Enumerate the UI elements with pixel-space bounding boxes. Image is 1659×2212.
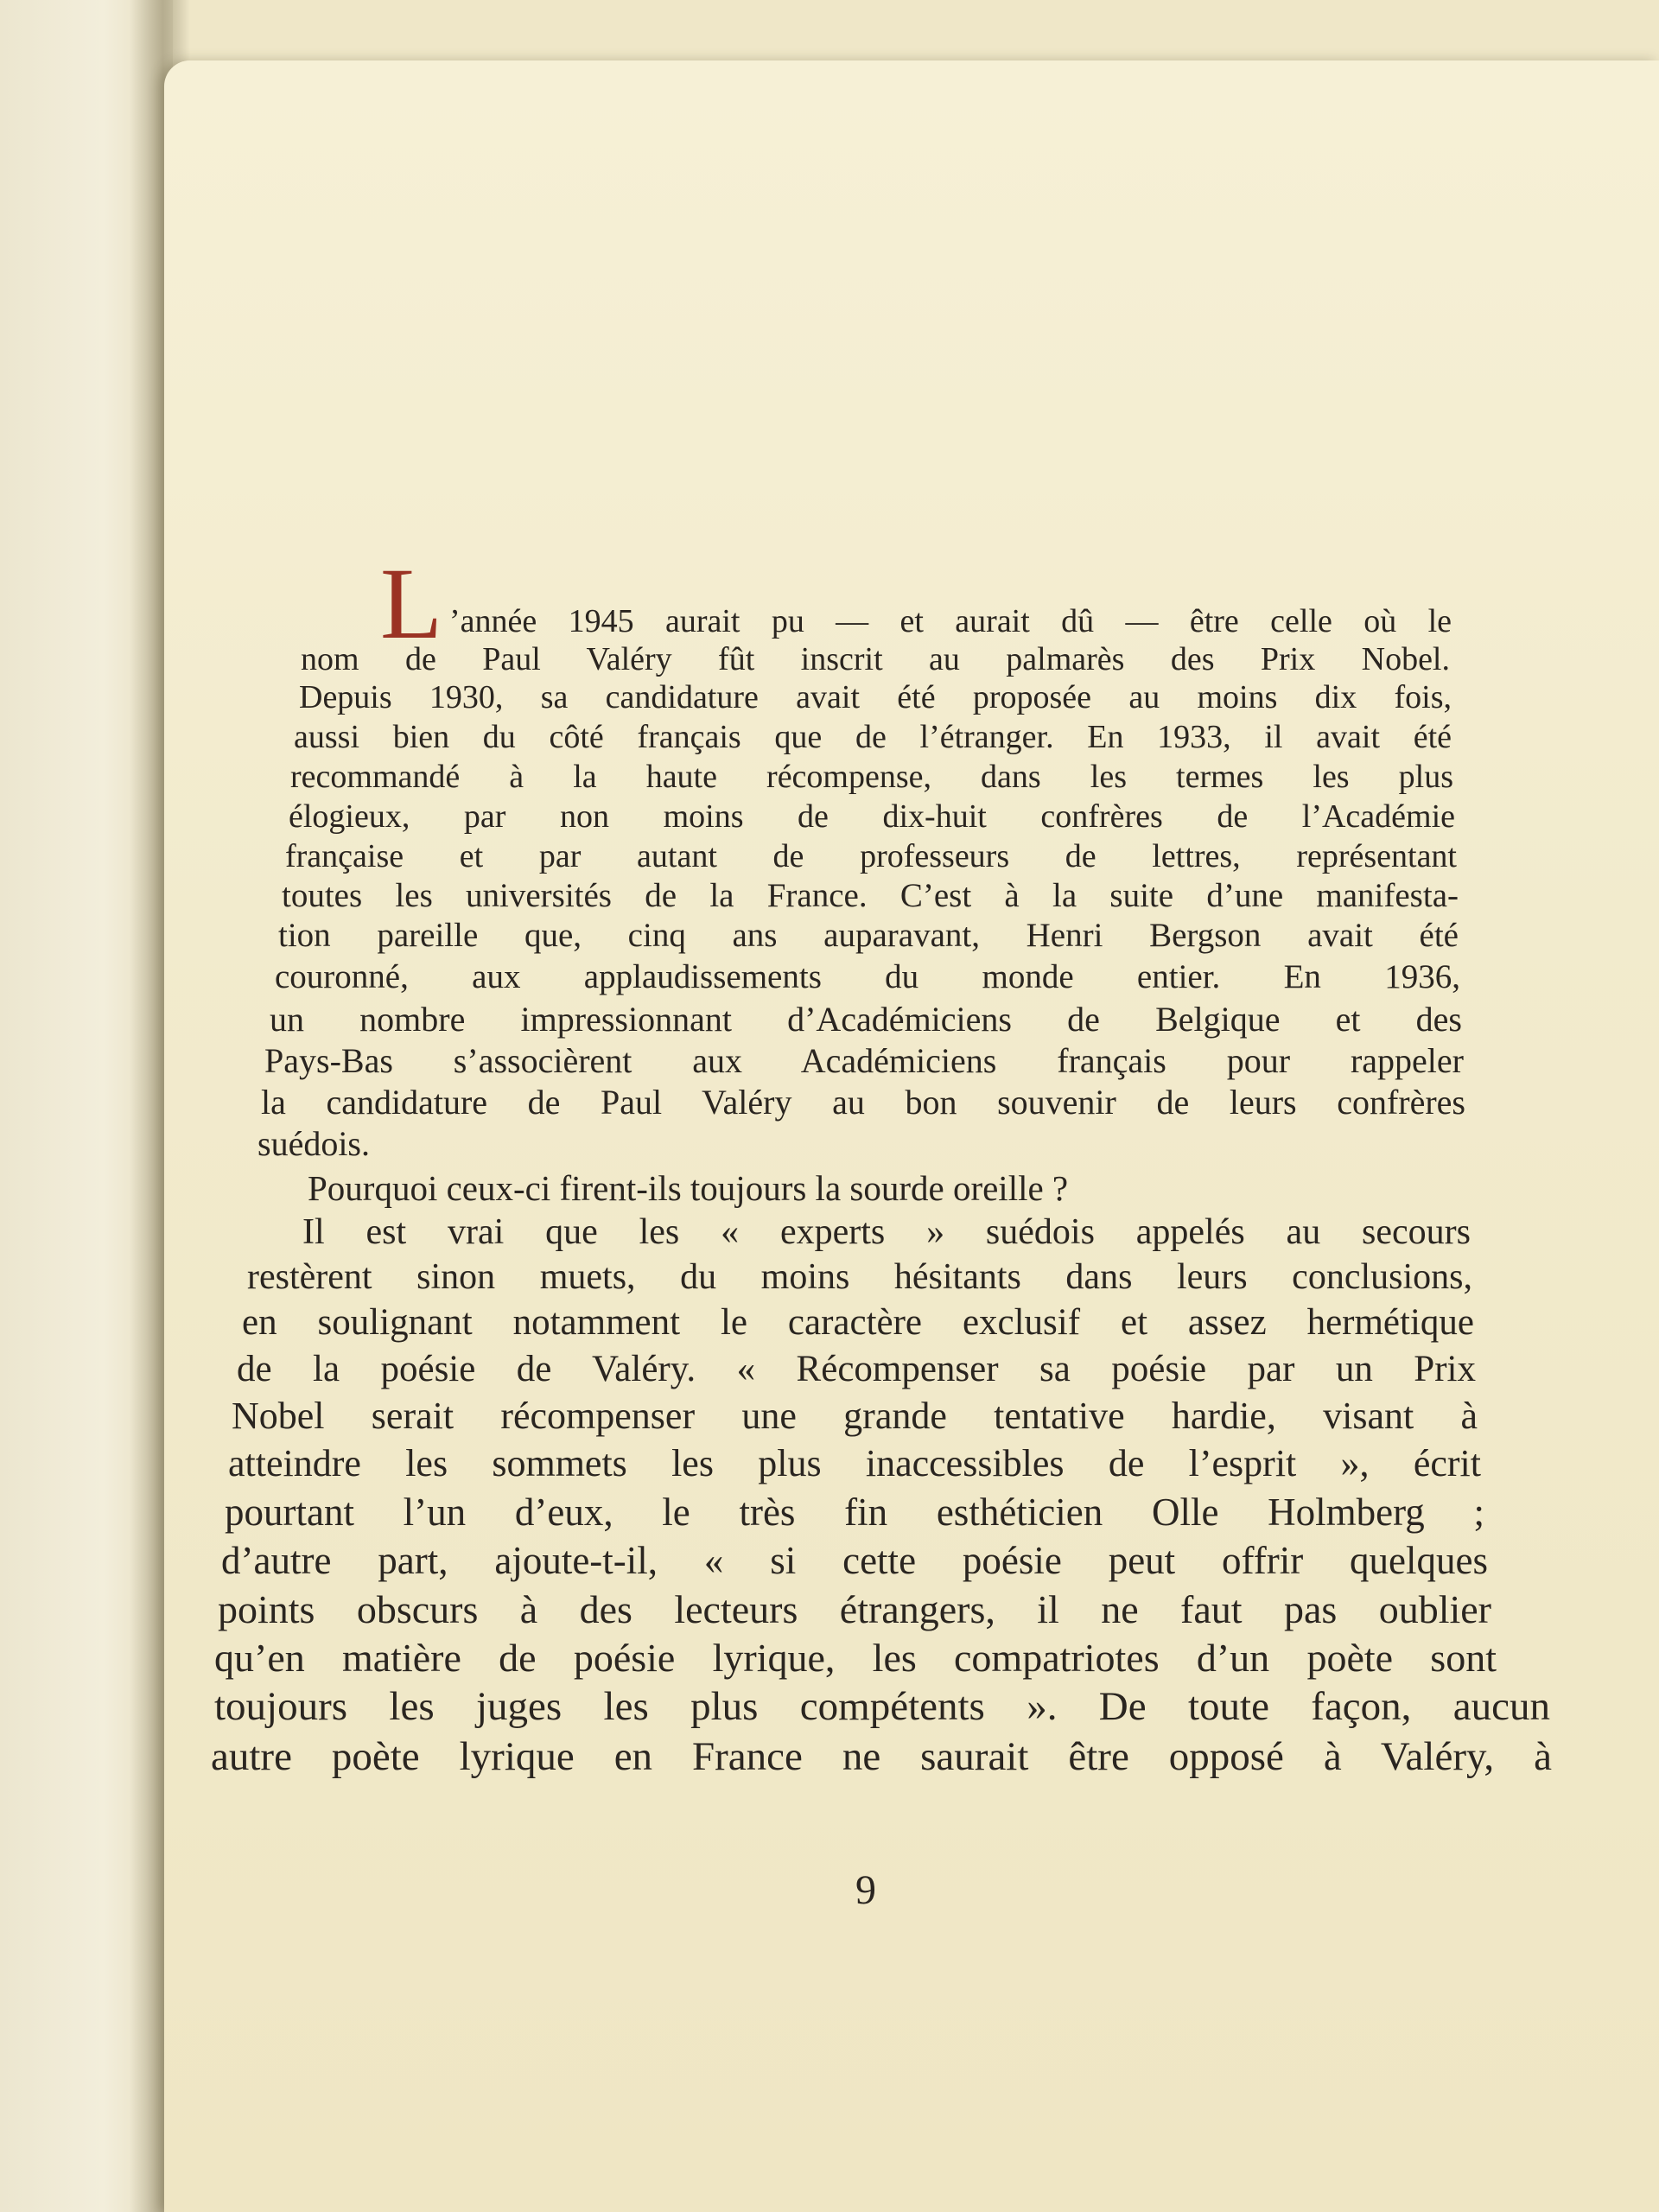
paragraph-line: un nombre impressionnant d’Académiciens de Belgique et des [270,1000,1462,1039]
paragraph-line: en soulignant notamment le caractère exclusif et assez hermétique [242,1302,1474,1343]
paragraph-line: restèrent sinon muets, du moins hésitants dans leurs conclusions, [247,1257,1472,1297]
paragraph-line: la candidature de Paul Valéry au bon souvenir de leurs confrères [261,1083,1465,1122]
paragraph-line: aussi bien du côté français que de l’étranger. En 1933, il avait été [294,719,1452,755]
paragraph-line: toutes les universités de la France. C’est à la suite d’une manifesta- [282,877,1459,914]
paragraph-line: tion pareille que, cinq ans auparavant, Henri Bergson avait été [278,917,1459,954]
paragraph-line: Pourquoi ceux-ci firent-ils toujours la sourde oreille ? [308,1168,1069,1208]
paragraph-line: couronné, aux applaudissements du monde entier. En 1936, [275,958,1460,995]
paragraph-line: nom de Paul Valéry fût inscrit au palmarès des Prix Nobel. [301,641,1450,677]
paragraph-line: Il est vrai que les « experts » suédois appelés au secours [302,1212,1471,1252]
paragraph-line: atteindre les sommets les plus inaccessibles de l’esprit », écrit [228,1442,1481,1484]
paragraph-line: Nobel serait récompenser une grande tentative hardie, visant à [232,1395,1478,1437]
paragraph-line: ’année 1945 aurait pu — et aurait dû — être celle où le [449,603,1452,639]
drop-cap: L [380,547,443,660]
paragraph-line: française et par autant de professeurs de lettres, représentant [285,838,1457,874]
paragraph-line: pourtant l’un d’eux, le très fin esthéticien Olle Holmberg ; [225,1491,1484,1534]
paragraph-line: toujours les juges les plus compétents ». De toute façon, aucun [214,1684,1550,1729]
paragraph-line: autre poète lyrique en France ne saurait être opposé à Valéry, à [211,1734,1552,1779]
page-number: 9 [855,1867,876,1913]
paragraph-line: points obscurs à des lecteurs étrangers, il ne faut pas oublier [218,1587,1491,1631]
paragraph-line: d’autre part, ajoute-t-il, « si cette poésie peut offrir quelques [221,1539,1488,1582]
paragraph-line: élogieux, par non moins de dix-huit confrères de l’Académie [289,798,1455,835]
paragraph-line: Pays-Bas s’associèrent aux Académiciens français pour rappeler [264,1041,1464,1080]
paragraph-line: suédois. [257,1124,370,1163]
paragraph-line: Depuis 1930, sa candidature avait été proposée au moins dix fois, [299,679,1452,715]
paragraph-line: qu’en matière de poésie lyrique, les compatriotes d’un poète sont [214,1636,1497,1680]
paragraph-line: recommandé à la haute récompense, dans les termes les plus [290,759,1453,795]
paragraph-line: de la poésie de Valéry. « Récompenser sa poésie par un Prix [237,1349,1476,1389]
